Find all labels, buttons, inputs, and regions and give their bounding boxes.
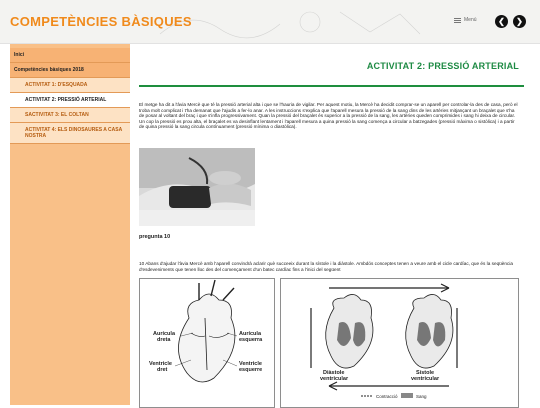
activity-title: ACTIVITAT 2: PRESSIÓ ARTERIAL — [366, 61, 519, 71]
prev-page-button[interactable] — [495, 15, 508, 28]
label-sistole: Sístole — [416, 370, 435, 376]
label-ventricle-dret: Ventricle — [149, 361, 172, 367]
sidebar-item-activitat-4[interactable]: ACTIVITAT 4: ELS DINOSAURES A CASA NOSTRA — [10, 123, 130, 144]
menu-button[interactable] — [454, 17, 477, 23]
label-auricula-esquerra: Aurícula — [239, 331, 262, 337]
intro-paragraph: El metge ha dit a l'àvia Mercè que té la pressió arterial alta i que se l'hauria de vigilar. Per aquest motiu, la Mercè ha decidit comprar-se un aparell per controlar-la des de casa, però el troba molt complicat i t'ha demanat que l'ajudis a fer-lo anar. A les instruccions s'explica que l'aparell mesura la pressió de la sang dins de les artèries mitjançant un braçalet que s'ha de posar al voltant del braç i que s'infla progressivament. Quan la pressió del braçalet és superior a la pressió de la sang, les artèries queden comprimides i sang hi deixa de circular. Un cop la pressió es prou alta, el braçalet es va desinflant lentament i l'aparell mesura a quina pressió la sang comença a circular a batzegades (pressió màxima o sistòlica) i a partir de quina pressió la sang circula contínuament (pressió mínima o diastòlica). — [139, 102, 518, 130]
legend-contraccio: Contracció — [376, 394, 398, 399]
question-label: pregunta 10 — [139, 234, 171, 240]
chevron-right-icon: ❯ — [516, 17, 523, 26]
label-auricula-esquerra-2: esquerra — [239, 337, 263, 343]
chevron-left-icon: ❮ — [498, 17, 505, 26]
decorative-sketch-banner — [150, 4, 430, 40]
sidebar-item-activitat-2[interactable]: ACTIVITAT 2: PRESSIÓ ARTERIAL — [10, 93, 130, 108]
title-divider — [139, 85, 524, 87]
menu-label: Menú — [464, 17, 477, 23]
legend-sang: Sang — [416, 394, 427, 399]
label-ventricle-dret-2: dret — [157, 367, 168, 373]
cardiac-cycle-diagram — [139, 278, 519, 408]
blood-pressure-photo — [139, 148, 255, 226]
site-title[interactable]: COMPETÈNCIES BÀSIQUES — [10, 14, 192, 29]
label-sistole-2: ventricular — [411, 376, 440, 382]
main-content — [139, 44, 526, 405]
sidebar-item-activitat-1[interactable]: ACTIVITAT 1: D'ESQUADA — [10, 78, 130, 93]
label-ventricle-esquerre: Ventricle — [239, 361, 262, 367]
question-paragraph: 10 Abans d'ajudar l'àvia Mercè amb l'aparell convindrà aclarir què succeeix durant la sístole i la diàstole. Ambdós conceptes tenen a veure amb el cicle cardíac, que és la seqüència d'esdeveniments que tenen lloc des del començament d'un batec cardíac fins a l'inici del següent — [139, 261, 513, 272]
sidebar — [10, 44, 130, 405]
sidebar-item-inici[interactable]: Inici — [10, 48, 130, 63]
sidebar-item-activitat-3[interactable]: SACTIVITAT 3: EL COLTAN — [10, 108, 130, 123]
label-diastole: Diàstole — [323, 370, 345, 376]
hamburger-icon — [454, 18, 461, 23]
label-auricula-dreta-2: dreta — [157, 337, 171, 343]
label-diastole-2: ventricular — [320, 376, 349, 382]
site-header — [0, 0, 540, 44]
sidebar-item-competencies[interactable]: Competències bàsiques 2018 — [10, 63, 130, 78]
label-auricula-dreta: Aurícula — [153, 331, 176, 337]
next-page-button[interactable] — [513, 15, 526, 28]
legend-sang-swatch — [401, 393, 413, 398]
label-ventricle-esquerre-2: esquerre — [239, 367, 263, 373]
